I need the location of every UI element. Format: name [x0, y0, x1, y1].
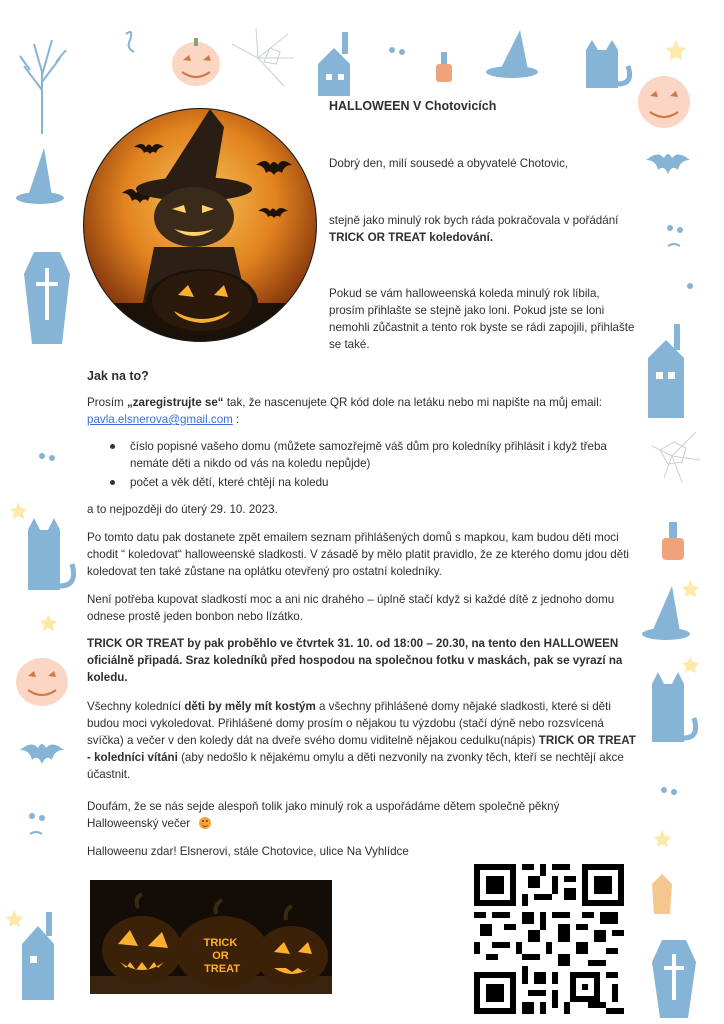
drop-icon: [389, 47, 395, 53]
howto-heading: Jak na to?: [87, 369, 149, 383]
after-deadline-paragraph: Po tomto datu pak dostanete zpět emailem seznam přihlášených domů s mapkou, kam budou děti moci chodit “ koledovat“ halloweenské sladkosti. V zásadě by mělo platit pravidlo, že ze kterého domu jdou děti koledovat ten také zůstane na oplátku otevřený pro ostatní koledníky.: [87, 531, 629, 578]
greeting: Dobrý den, milí sousedé a obyvatelé Chotovic,: [329, 157, 569, 170]
qr-finder-top-left: [474, 864, 516, 906]
moon-icon: [25, 372, 56, 414]
swirl-icon: [126, 32, 134, 52]
witch-hat-icon: [16, 148, 64, 204]
bat-icon: [20, 744, 64, 764]
pumpkin-icon: [172, 38, 220, 86]
haunted-house-icon: [648, 324, 684, 418]
list-item: číslo popisné vašeho domu (můžete samozřejmě váš dům pro koledníky přihlásit i když třeba nemáte děti a nikdo od vás na koledu nepůjde): [108, 438, 638, 472]
costume-bold-2: TRICK OR TREAT - koledníci vítáni: [87, 734, 636, 764]
spider-web-icon: [232, 28, 294, 86]
star-icon: [682, 656, 699, 673]
cat-icon: [28, 518, 74, 590]
star-icon: [654, 830, 671, 847]
star-icon: [6, 910, 23, 927]
costume-text-3: a všechny přihlášené domy nějaké sladkosti, které si děti budou moci vykoledovat. Přihlášené domy prosím o nějakou tu výzdobu (stačí dýně nebo rozsvícená svíčka) a večer v den koledy dát na dveře svého domu viditelně nějakou cedulku(nápis): [87, 700, 611, 747]
deadline-text: a to nejpozději do úterý 29. 10. 2023.: [87, 503, 278, 516]
howto-pre: Prosím: [87, 396, 127, 409]
bare-tree-icon: [20, 40, 66, 134]
candy-corn-icon: [652, 874, 672, 914]
ghost-eye-icon: [29, 813, 45, 834]
pumpkin-icon: [638, 76, 690, 128]
cat-icon: [652, 672, 696, 742]
list-item: počet a věk dětí, které chtějí na koledu: [108, 474, 638, 491]
costume-text-2: cí: [172, 700, 185, 713]
closing-paragraph: [87, 798, 627, 832]
scarecrow-pumpkin-image: [82, 107, 318, 343]
witch-hat-icon: [642, 586, 690, 640]
haunted-house-icon: [318, 32, 350, 96]
pumpkin-carving-text: TRICK OR TREAT: [203, 937, 240, 975]
email-suffix: :: [232, 413, 240, 426]
potion-icon: [436, 52, 452, 82]
star-icon: [10, 502, 27, 519]
sweets-paragraph: Není potřeba kupovat sladkostí moc a ani nic drahého – úplně stačí když si každé dítě z jednoho domu odnese prostě jeden bonbon nebo lízátko.: [87, 593, 615, 623]
spider-web-icon: [652, 432, 700, 482]
ghost-eye-icon: [39, 453, 45, 459]
intro-paragraph-2: Pokud se vám halloweenská koleda minulý rok líbila, prosím přihlašte se stejně jako loni. Pokud jste se loni nemohli zůčastnit a tento rok byste se rádi zapojili, přihlašte se také.: [329, 287, 635, 351]
haunted-house-icon: [22, 912, 54, 1000]
potion-icon: [662, 522, 684, 560]
bat-icon: [646, 154, 690, 174]
drop-icon: [687, 283, 693, 289]
qr-finder-top-right: [582, 864, 624, 906]
requirements-list: [108, 438, 638, 491]
event-paragraph: TRICK OR TREAT by pak proběhlo ve čtvrtek 31. 10. od 18:00 – 20.30, na tento den HALLOWEEN oficiálně připadá. Sraz koledníků před hospodou na společnou fotku v maskách, pak se vyrazí na koledu.: [87, 637, 623, 684]
pumpkin-icon: [16, 658, 68, 706]
costume-text-4: (aby nedošlo k nějakému omylu a děti nezvonily na zvonky těch, kteří se nechtějí akce účastnit.: [87, 751, 624, 781]
star-icon: [666, 40, 686, 60]
drop-icon: [399, 49, 405, 55]
smiley-icon: [199, 817, 211, 829]
costume-text-1: Všechny kolední: [87, 700, 173, 713]
costume-bold: děti by měly mít kostým: [184, 700, 316, 713]
star-icon: [40, 614, 57, 631]
star-icon: [682, 580, 699, 597]
witch-hat-icon: [486, 30, 538, 78]
qr-code[interactable]: [474, 864, 624, 1014]
intro-text: stejně jako minulý rok bych ráda pokračovala v pořádání: [329, 214, 619, 227]
page-title: HALLOWEEN V Chotovicích: [329, 99, 497, 113]
howto-paragraph: [87, 394, 635, 428]
ghost-eye-icon: [661, 787, 677, 795]
coffin-icon: [24, 252, 70, 344]
signoff: Halloweenu zdar! Elsnerovi, stále Chotovice, ulice Na Vyhlídce: [87, 845, 409, 858]
closing-text: Doufám, že se nás sejde alespoň tolik jako minulý rok a uspořádáme dětem společně pěkný Halloweenský večer: [87, 800, 560, 830]
ghost-eye-icon: [667, 225, 683, 246]
howto-post: tak, že nascenujete QR kód dole na letáku nebo mi napište na můj email:: [223, 396, 602, 409]
qr-finder-bottom-left: [474, 972, 516, 1014]
email-link[interactable]: pavla.elsnerova@gmail.com: [87, 413, 233, 426]
cat-icon: [586, 40, 630, 88]
ghost-eye-icon: [49, 455, 55, 461]
coffin-icon: [652, 940, 696, 1018]
intro-paragraph: [329, 212, 649, 246]
howto-bold: „zaregistrujte se“: [126, 396, 224, 409]
costume-paragraph: [87, 698, 639, 783]
carved-pumpkins-photo: [90, 880, 332, 994]
intro-bold-text: TRICK OR TREAT koledování.: [329, 231, 494, 244]
